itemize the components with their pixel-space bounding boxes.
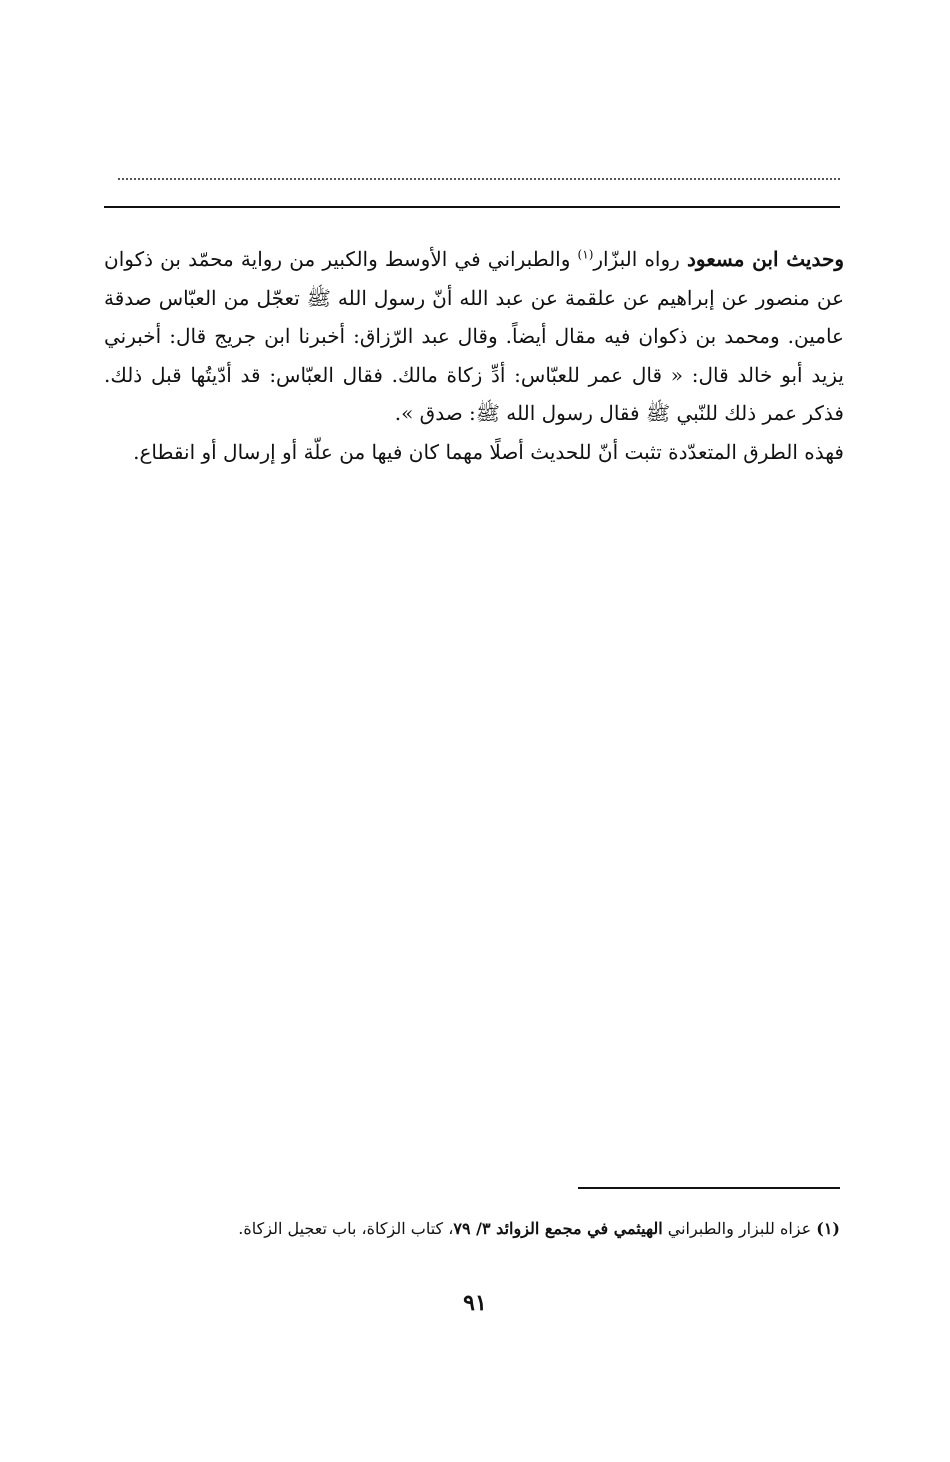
footnote-text-rest: ، كتاب الزكاة، باب تعجيل الزكاة. (238, 1219, 454, 1238)
footnote-separator (578, 1187, 840, 1189)
paragraph-lead: وحديث ابن مسعود (686, 247, 844, 271)
footnote (104, 1216, 840, 1242)
paragraph-text: رواه البزّار (593, 247, 687, 271)
footnote-text: عزاه للبزار والطبراني (662, 1219, 817, 1238)
header-rule (104, 206, 840, 208)
footnote-reference: (١) (577, 247, 594, 262)
footnote-source: الهيثمي في مجمع الزوائد ٣/ ٧٩ (453, 1219, 663, 1238)
main-text (104, 240, 844, 471)
paragraph-2: فهذه الطرق المتعدّدة تثبت أنّ للحديث أصلًا مهما كان فيها من علّة أو إرسال أو انقطاع. (133, 439, 844, 464)
paragraph-text: والطبراني في الأوسط والكبير من رواية محمّد بن ذكوان عن منصور عن إبراهيم عن علقمة عن عبد الله أنّ رسول الله ﷺ تعجّل من العبّاس صدقة عامين. ومحمد بن ذكوان فيه مقال أيضاً. وقال عبد الرّزاق: أخبرنا ابن جريج قال: أخبرني يزيد أبو خالد قال: « قال عمر للعبّاس: أدِّ زكاة مالك. فقال العبّاس: قد أدّيتُها قبل ذلك. فذكر عمر ذلك للنّبي ﷺ فقال رسول الله ﷺ: صدق ». (104, 247, 844, 425)
footnote-mark: (١) (816, 1219, 840, 1238)
paragraph-1 (104, 240, 844, 433)
dotted-divider (118, 178, 840, 180)
page-number: ٩١ (463, 1290, 487, 1316)
